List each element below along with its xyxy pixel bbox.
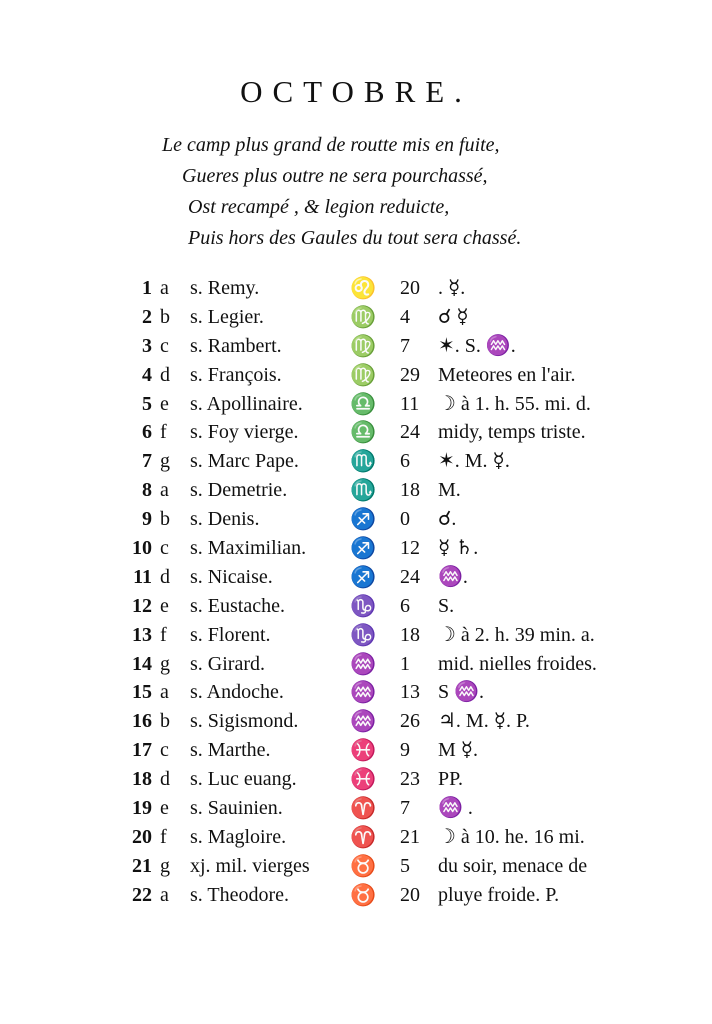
dominical-letter: a [160, 681, 169, 704]
dominical-letter: b [160, 710, 170, 733]
calendar-row [0, 476, 712, 505]
day-number: 11 [133, 565, 152, 588]
saint-name: s. Theodore. [190, 883, 290, 906]
saint-name: s. Marthe. [190, 739, 271, 762]
calendar-row [0, 274, 712, 303]
zodiac-sign: ♎ [350, 391, 377, 416]
dominical-letter: c [160, 334, 169, 357]
day-number: 12 [132, 594, 152, 617]
saint-name: s. Eustache. [190, 594, 285, 617]
calendar-row [0, 736, 712, 765]
calendar-row [0, 303, 712, 332]
saint-name: s. Sigismond. [190, 710, 299, 733]
dominical-letter: f [160, 421, 167, 444]
calendar-table [0, 274, 712, 910]
calendar-row [0, 621, 712, 650]
calendar-row [0, 390, 712, 419]
sign-degree: 13 [400, 681, 420, 704]
day-number: 14 [132, 652, 152, 675]
sign-degree: 20 [400, 277, 420, 299]
prognostication-note: ☌ ☿ [438, 305, 469, 328]
calendar-row [0, 534, 712, 563]
verse-line [0, 192, 712, 223]
day-number: 17 [132, 739, 152, 762]
saint-name: s. Maximilian. [190, 537, 307, 560]
day-number: 5 [142, 392, 152, 415]
prognostication-note: Meteores en l'air. [438, 363, 576, 386]
calendar-row [0, 765, 712, 794]
day-number: 8 [142, 479, 152, 502]
dominical-letter: a [160, 883, 169, 906]
zodiac-sign: ♉ [350, 853, 377, 878]
prognostication-note: ✶. M. ☿. [438, 450, 510, 473]
saint-name: s. Foy vierge. [190, 421, 299, 444]
dominical-letter: f [160, 825, 167, 848]
saint-name: xj. mil. vierges [190, 854, 310, 877]
zodiac-sign: ♓ [350, 738, 377, 763]
sign-degree: 7 [400, 334, 410, 357]
sign-degree: 7 [400, 797, 410, 820]
prognostication-note: ♃. M. ☿. P. [438, 710, 530, 733]
dominical-letter: e [160, 797, 169, 820]
calendar-row [0, 447, 712, 476]
dominical-letter: a [160, 277, 169, 299]
sign-degree: 24 [400, 421, 420, 444]
verse-line [0, 130, 712, 161]
saint-name: s. François. [190, 363, 282, 386]
saint-name: s. Girard. [190, 652, 265, 675]
zodiac-sign: ♍ [350, 362, 377, 387]
dominical-letter: d [160, 768, 170, 791]
saint-name: s. Florent. [190, 623, 271, 646]
prognostication-note: pluye froide. P. [438, 883, 560, 906]
verse-line [0, 223, 712, 254]
prognostication-note: du soir, menace de [438, 854, 588, 877]
zodiac-sign: ♐ [350, 507, 377, 532]
dominical-letter: c [160, 537, 169, 560]
day-number: 16 [132, 710, 152, 733]
calendar-row [0, 361, 712, 390]
day-number: 7 [142, 450, 152, 473]
sign-degree: 11 [400, 392, 420, 415]
sign-degree: 24 [400, 565, 420, 588]
month-title: OCTOBRE. [240, 74, 472, 109]
prognostication-note: ♒. [438, 565, 468, 588]
day-number: 9 [142, 508, 152, 531]
dominical-letter: g [160, 854, 170, 877]
calendar-row [0, 332, 712, 361]
dominical-letter: d [160, 363, 170, 386]
zodiac-sign: ♈ [350, 796, 377, 821]
zodiac-sign: ♍ [350, 333, 377, 358]
day-number: 22 [132, 883, 152, 906]
calendar-row [0, 592, 712, 621]
zodiac-sign: ♏ [350, 478, 377, 503]
prognostication-note: S ♒. [438, 681, 485, 704]
sign-degree: 20 [400, 883, 420, 906]
prognostication-note: ☽ à 10. he. 16 mi. [438, 825, 585, 848]
sign-degree: 0 [400, 508, 410, 531]
day-number: 4 [142, 363, 152, 386]
zodiac-sign: ♒ [350, 680, 377, 705]
prognostication-note: M ☿. [438, 739, 479, 762]
prognostication-note: ♒ . [438, 797, 473, 820]
sign-degree: 4 [400, 305, 410, 328]
saint-name: s. Andoche. [190, 681, 284, 704]
sign-degree: 29 [400, 363, 420, 386]
saint-name: s. Legier. [190, 305, 264, 328]
saint-name: s. Nicaise. [190, 565, 273, 588]
calendar-row [0, 823, 712, 852]
prognostication-note: S. [438, 594, 455, 617]
verse-line [0, 161, 712, 192]
zodiac-sign: ♉ [350, 882, 377, 907]
prognostication-note: ✶. S. ♒. [438, 334, 516, 357]
calendar-row [0, 881, 712, 910]
day-number: 3 [142, 334, 152, 357]
zodiac-sign: ♒ [350, 651, 377, 676]
prognostication-note: . ☿. [438, 277, 466, 299]
calendar-row [0, 852, 712, 881]
sign-degree: 18 [400, 623, 420, 646]
sign-degree: 6 [400, 450, 410, 473]
sign-degree: 18 [400, 479, 420, 502]
calendar-row [0, 794, 712, 823]
zodiac-sign: ♐ [350, 536, 377, 561]
zodiac-sign: ♌ [350, 276, 377, 300]
saint-name: s. Rambert. [190, 334, 282, 357]
dominical-letter: c [160, 739, 169, 762]
prognostication-note: ☿ ♄. [438, 537, 479, 560]
sign-degree: 23 [400, 768, 420, 791]
verse-line-3: Ost recampé , & legion reduicte, [188, 196, 450, 218]
verse-quatrain [0, 130, 712, 254]
verse-line-4: Puis hors des Gaules du tout sera chassé. [188, 227, 522, 249]
calendar-row [0, 650, 712, 679]
zodiac-sign: ♐ [350, 564, 377, 589]
prognostication-note: midy, temps triste. [438, 421, 586, 444]
day-number: 2 [142, 305, 152, 328]
calendar-row [0, 418, 712, 447]
dominical-letter: g [160, 652, 170, 675]
day-number: 10 [132, 537, 152, 560]
sign-degree: 21 [400, 825, 420, 848]
day-number: 15 [132, 681, 152, 704]
prognostication-note: ☽ à 1. h. 55. mi. d. [438, 392, 591, 415]
zodiac-sign: ♍ [350, 304, 377, 329]
dominical-letter: f [160, 623, 167, 646]
sign-degree: 26 [400, 710, 420, 733]
dominical-letter: e [160, 594, 169, 617]
sign-degree: 5 [400, 854, 410, 877]
zodiac-sign: ♑ [350, 593, 377, 618]
prognostication-note: ☌. [438, 508, 457, 531]
zodiac-sign: ♓ [350, 767, 377, 792]
dominical-letter: e [160, 392, 169, 415]
calendar-row [0, 505, 712, 534]
dominical-letter: d [160, 565, 170, 588]
sign-degree: 12 [400, 537, 420, 560]
zodiac-sign: ♒ [350, 709, 377, 734]
zodiac-sign: ♏ [350, 449, 377, 474]
prognostication-note: ☽ à 2. h. 39 min. a. [438, 623, 595, 646]
day-number: 21 [132, 854, 152, 877]
saint-name: s. Apollinaire. [190, 392, 303, 415]
saint-name: s. Sauinien. [190, 797, 283, 820]
calendar-row [0, 563, 712, 592]
day-number: 19 [132, 797, 152, 820]
sign-degree: 6 [400, 594, 410, 617]
day-number: 1 [142, 277, 152, 299]
dominical-letter: b [160, 305, 170, 328]
prognostication-note: mid. nielles froides. [438, 652, 597, 675]
day-number: 20 [132, 825, 152, 848]
verse-line-1: Le camp plus grand de routte mis en fuite, [162, 134, 500, 156]
saint-name: s. Magloire. [190, 825, 287, 848]
verse-line-2: Gueres plus outre ne sera pourchassé, [182, 165, 488, 187]
prognostication-note: PP. [438, 768, 464, 791]
saint-name: s. Denis. [190, 508, 260, 531]
day-number: 13 [132, 623, 152, 646]
dominical-letter: b [160, 508, 170, 531]
prognostication-note: M. [438, 479, 461, 502]
saint-name: s. Demetrie. [190, 479, 288, 502]
saint-name: s. Marc Pape. [190, 450, 299, 473]
saint-name: s. Luc euang. [190, 768, 297, 791]
zodiac-sign: ♑ [350, 622, 377, 647]
day-number: 18 [132, 768, 152, 791]
calendar-row [0, 678, 712, 707]
dominical-letter: a [160, 479, 169, 502]
calendar-row [0, 707, 712, 736]
day-number: 6 [142, 421, 152, 444]
dominical-letter: g [160, 450, 170, 473]
sign-degree: 9 [400, 739, 410, 762]
saint-name: s. Remy. [190, 277, 260, 299]
zodiac-sign: ♈ [350, 824, 377, 849]
sign-degree: 1 [400, 652, 410, 675]
zodiac-sign: ♎ [350, 420, 377, 445]
